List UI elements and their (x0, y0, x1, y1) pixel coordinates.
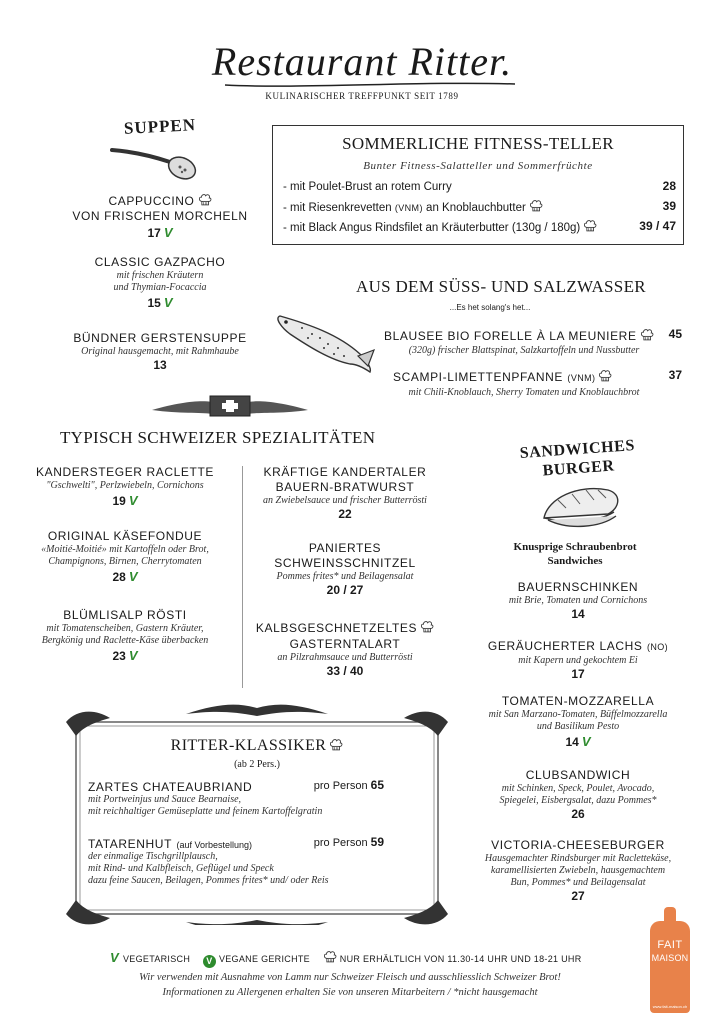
fitness-title: SOMMERLICHE FITNESS-TELLER (342, 134, 614, 153)
dish-price: 28 (662, 179, 676, 193)
legend-vegan: VEGANE GERICHTE (218, 954, 310, 964)
sandwich-item (460, 637, 696, 682)
vegetarian-icon: V (128, 569, 138, 584)
chef-hat-icon (198, 193, 212, 207)
water-item (384, 327, 684, 343)
soup-item (30, 331, 290, 373)
sandwich-item (460, 768, 696, 822)
footer-note: Wir verwenden mit Ausnahme von Lamm nur Schweizer Fleisch und ausschliesslich Schweizer Brot! (139, 972, 561, 983)
fitness-item-tag: (VNM) (394, 203, 423, 213)
fitness-subtitle: Bunter Fitness-Salatteller und Sommerfrüchte (363, 160, 593, 172)
dish-name: VICTORIA-CHEESEBURGER (491, 838, 665, 852)
dish-description: Spiegelei, Eisbergsalat, dazu Pommes* (499, 795, 657, 806)
dish-tag: (VNM) (567, 373, 596, 383)
vegetarian-icon: V (163, 225, 173, 240)
dish-name: ORIGINAL KÄSEFONDUE (47, 529, 203, 543)
column-divider (242, 466, 243, 688)
sandwich-item (460, 580, 696, 622)
vegetarian-icon: V (581, 734, 591, 749)
dish-description: "Gschwelti", Perlzwiebeln, Cornichons (46, 480, 204, 491)
dish-tag: (NO) (646, 642, 669, 652)
dish-name: CLASSIC GAZPACHO (94, 255, 226, 269)
dish-price: 14 (565, 735, 579, 749)
dish-description: mit San Marzano-Tomaten, Büffelmozzarella (488, 709, 668, 720)
trout-illustration (268, 304, 378, 376)
chef-hat-icon (640, 328, 654, 342)
classics-title: RITTER-KLASSIKER (170, 737, 327, 754)
dish-name: ZARTES CHATEAUBRIAND (88, 780, 253, 794)
soup-item (40, 255, 280, 312)
dish-name: KRÄFTIGE KANDERTALER (263, 465, 427, 479)
water-tagline: ...Es het solang's het... (449, 303, 531, 312)
dish-description: und Thymian-Focaccia (113, 282, 207, 293)
fait-maison-badge (650, 907, 690, 1013)
fitness-item-label: - mit Black Angus Rindsfilet an Kräuterbutter (130g / 180g) (283, 222, 581, 234)
dish-name: CAPPUCCINO (108, 194, 195, 208)
chef-hat-icon (329, 738, 343, 752)
dish-description: an Zwiebelsauce und frischer Butterrösti (263, 495, 427, 506)
spoon-illustration (108, 140, 198, 184)
fitness-item (283, 199, 676, 216)
soups-title: SUPPEN (123, 115, 197, 138)
swiss-item (245, 619, 445, 679)
legend-vegetarian: VEGETARISCH (122, 954, 191, 964)
classics-note: (ab 2 Pers.) (234, 759, 280, 770)
dish-price: 37 (668, 368, 682, 382)
logo-underline (220, 80, 520, 90)
swiss-title: TYPISCH SCHWEIZER SPEZIALITÄTEN (60, 428, 376, 447)
dish-description: dazu feine Saucen, Beilagen, Pommes frites* und/ oder Reis (88, 875, 329, 886)
dish-name: BLAUSEE BIO FORELLE À LA MEUNIERE (384, 329, 637, 343)
swiss-item (245, 465, 445, 522)
fitness-item (283, 179, 676, 195)
legend (110, 950, 630, 968)
dish-description: und Basilikum Pesto (536, 721, 620, 732)
badge-text: www.fait-maison.ch (652, 1004, 688, 1009)
dish-price: 17 (147, 226, 161, 240)
vegetarian-icon: V (128, 648, 138, 663)
dish-tag: (auf Vorbestellung) (176, 840, 252, 850)
water-title: AUS DEM SÜSS- UND SALZWASSER (356, 277, 646, 296)
sandwich-item (460, 694, 696, 751)
swiss-item (245, 541, 445, 598)
dish-price: 27 (571, 889, 585, 903)
dish-description: der einmalige Tischgrillplausch, (88, 851, 218, 862)
footer-note: Informationen zu Allergenen erhalten Sie von unseren Mitarbeitern / *nicht hausgemacht (162, 987, 538, 998)
fitness-item-label: - mit Poulet-Brust an rotem Curry (283, 181, 452, 193)
dish-price: 22 (338, 507, 352, 521)
restaurant-subtitle: KULINARISCHER TREFFPUNKT SEIT 1789 (265, 91, 459, 101)
dish-description: mit Portweinjus und Sauce Bearnaise, (88, 794, 242, 805)
dish-price: 14 (571, 607, 585, 621)
sandwich-item (460, 838, 696, 904)
water-item (393, 368, 684, 384)
classics-title-row (76, 737, 438, 755)
chef-hat-icon (420, 620, 434, 634)
sandwiches-title (487, 434, 669, 484)
dish-price: 39 / 47 (639, 219, 676, 233)
dish-description: Bergkönig und Raclette-Käse überbacken (41, 635, 209, 646)
dish-name: SCAMPI-LIMETTENPFANNE (393, 370, 563, 384)
sandwiches-title-line: SANDWICHES (519, 437, 636, 463)
dish-name: BLÜMLISALP RÖSTI (63, 608, 187, 622)
fitness-item-label: an Knoblauchbutter (422, 202, 526, 214)
restaurant-logo-title: Restaurant Ritter. (211, 39, 513, 84)
dish-description: (320g) frischer Blattspinat, Salzkartoffeln und Nussbutter (408, 345, 640, 356)
dish-description: mit Schinken, Speck, Poulet, Avocado, (501, 783, 655, 794)
dish-description: mit Rind- und Kalbfleisch, Geflügel und Speck (88, 863, 274, 874)
chef-hat-icon (323, 950, 337, 964)
dish-price: 17 (571, 667, 585, 681)
dish-price: 23 (112, 649, 126, 663)
classics-item (88, 778, 384, 818)
dish-description: mit Brie, Tomaten und Cornichons (508, 595, 648, 606)
dish-name: TATARENHUT (88, 837, 172, 851)
dish-price: 65 (370, 778, 384, 792)
vegetarian-icon: V (163, 295, 173, 310)
legend-hours: NUR ERHÄLTLICH VON 11.30-14 UHR UND 18-21 UHR (339, 954, 582, 964)
dish-description: Hausgemachter Rindsburger mit Raclettekäse, (484, 853, 672, 864)
fitness-item-label: - mit Riesenkrevetten (283, 202, 395, 214)
dish-price: 13 (153, 358, 167, 372)
swiss-item (10, 608, 240, 665)
sandwiches-subtitle-line: Sandwiches (547, 555, 603, 567)
badge-text: FAIT (657, 939, 683, 951)
swiss-item (10, 465, 240, 510)
dish-name: GASTERNTALART (289, 637, 401, 651)
dish-description: mit Chili-Knoblauch, Sherry Tomaten und Knoblauchbrot (408, 387, 640, 398)
vegan-icon: V (203, 955, 216, 968)
dish-name: SCHWEINSSCHNITZEL (274, 556, 416, 570)
dish-name: KALBSGESCHNETZELTES (255, 621, 418, 635)
dish-name: GERÄUCHERTER LACHS (487, 639, 643, 653)
soup-item (40, 193, 280, 242)
dish-price: 33 / 40 (326, 664, 364, 678)
dish-description: Pommes frites* und Beilagensalat (276, 571, 414, 582)
chef-hat-icon (529, 199, 543, 213)
dish-price: 39 (662, 199, 676, 213)
dish-price: 59 (370, 835, 384, 849)
dish-description: karamellisierten Zwiebeln, hausgemachtem (490, 865, 666, 876)
price-label: pro Person (313, 837, 368, 849)
dish-description: «Moitié-Moitié» mit Kartoffeln oder Brot, (41, 544, 209, 555)
chef-hat-icon (583, 219, 597, 233)
dish-description: mit reichhaltiger Gemüseplatte und feinem Kartoffelgratin (88, 806, 323, 817)
dish-name: TOMATEN-MOZZARELLA (501, 694, 655, 708)
dish-description: an Pilzrahmsauce und Butterrösti (277, 652, 413, 663)
swiss-item (10, 529, 240, 586)
sandwiches-title-line: BURGER (542, 457, 616, 480)
dish-description: mit Tomatenscheiben, Gastern Kräuter, (46, 623, 204, 634)
vegetarian-icon: V (128, 493, 138, 508)
dish-description: mit frischen Kräutern (116, 270, 204, 281)
swiss-flag-banner-icon (150, 392, 310, 420)
classics-item (88, 835, 384, 887)
vegetarian-icon: V (110, 950, 119, 965)
chef-hat-icon (598, 369, 612, 383)
sandwiches-subtitle (470, 540, 680, 568)
dish-name: BAUERNSCHINKEN (517, 580, 639, 594)
dish-description: mit Kapern und gekochtem Ei (518, 655, 638, 666)
badge-text: MAISON (651, 953, 689, 963)
sandwiches-subtitle-line: Knusprige Schraubenbrot (513, 541, 637, 553)
dish-description: Bun, Pommes* und Beilagensalat (510, 877, 646, 888)
sandwich-illustration (538, 478, 624, 534)
dish-name: BAUERN-BRATWURST (275, 480, 415, 494)
dish-price: 45 (668, 327, 682, 341)
dish-name: PANIERTES (308, 541, 382, 555)
dish-name: KANDERSTEGER RACLETTE (36, 465, 214, 479)
dish-description: Original hausgemacht, mit Rahmhaube (81, 346, 239, 357)
dish-name: VON FRISCHEN MORCHELN (72, 209, 248, 223)
dish-price: 26 (571, 807, 585, 821)
soups-section (80, 117, 240, 137)
dish-price: 28 (112, 570, 126, 584)
dish-price: 20 / 27 (326, 583, 364, 597)
dish-name: BÜNDNER GERSTENSUPPE (73, 331, 247, 345)
dish-description: Champignons, Birnen, Cherrytomaten (48, 556, 202, 567)
dish-price: 19 (112, 494, 126, 508)
dish-price: 15 (147, 296, 161, 310)
fitness-item (283, 219, 676, 236)
price-label: pro Person (313, 780, 368, 792)
dish-name: CLUBSANDWICH (525, 768, 631, 782)
